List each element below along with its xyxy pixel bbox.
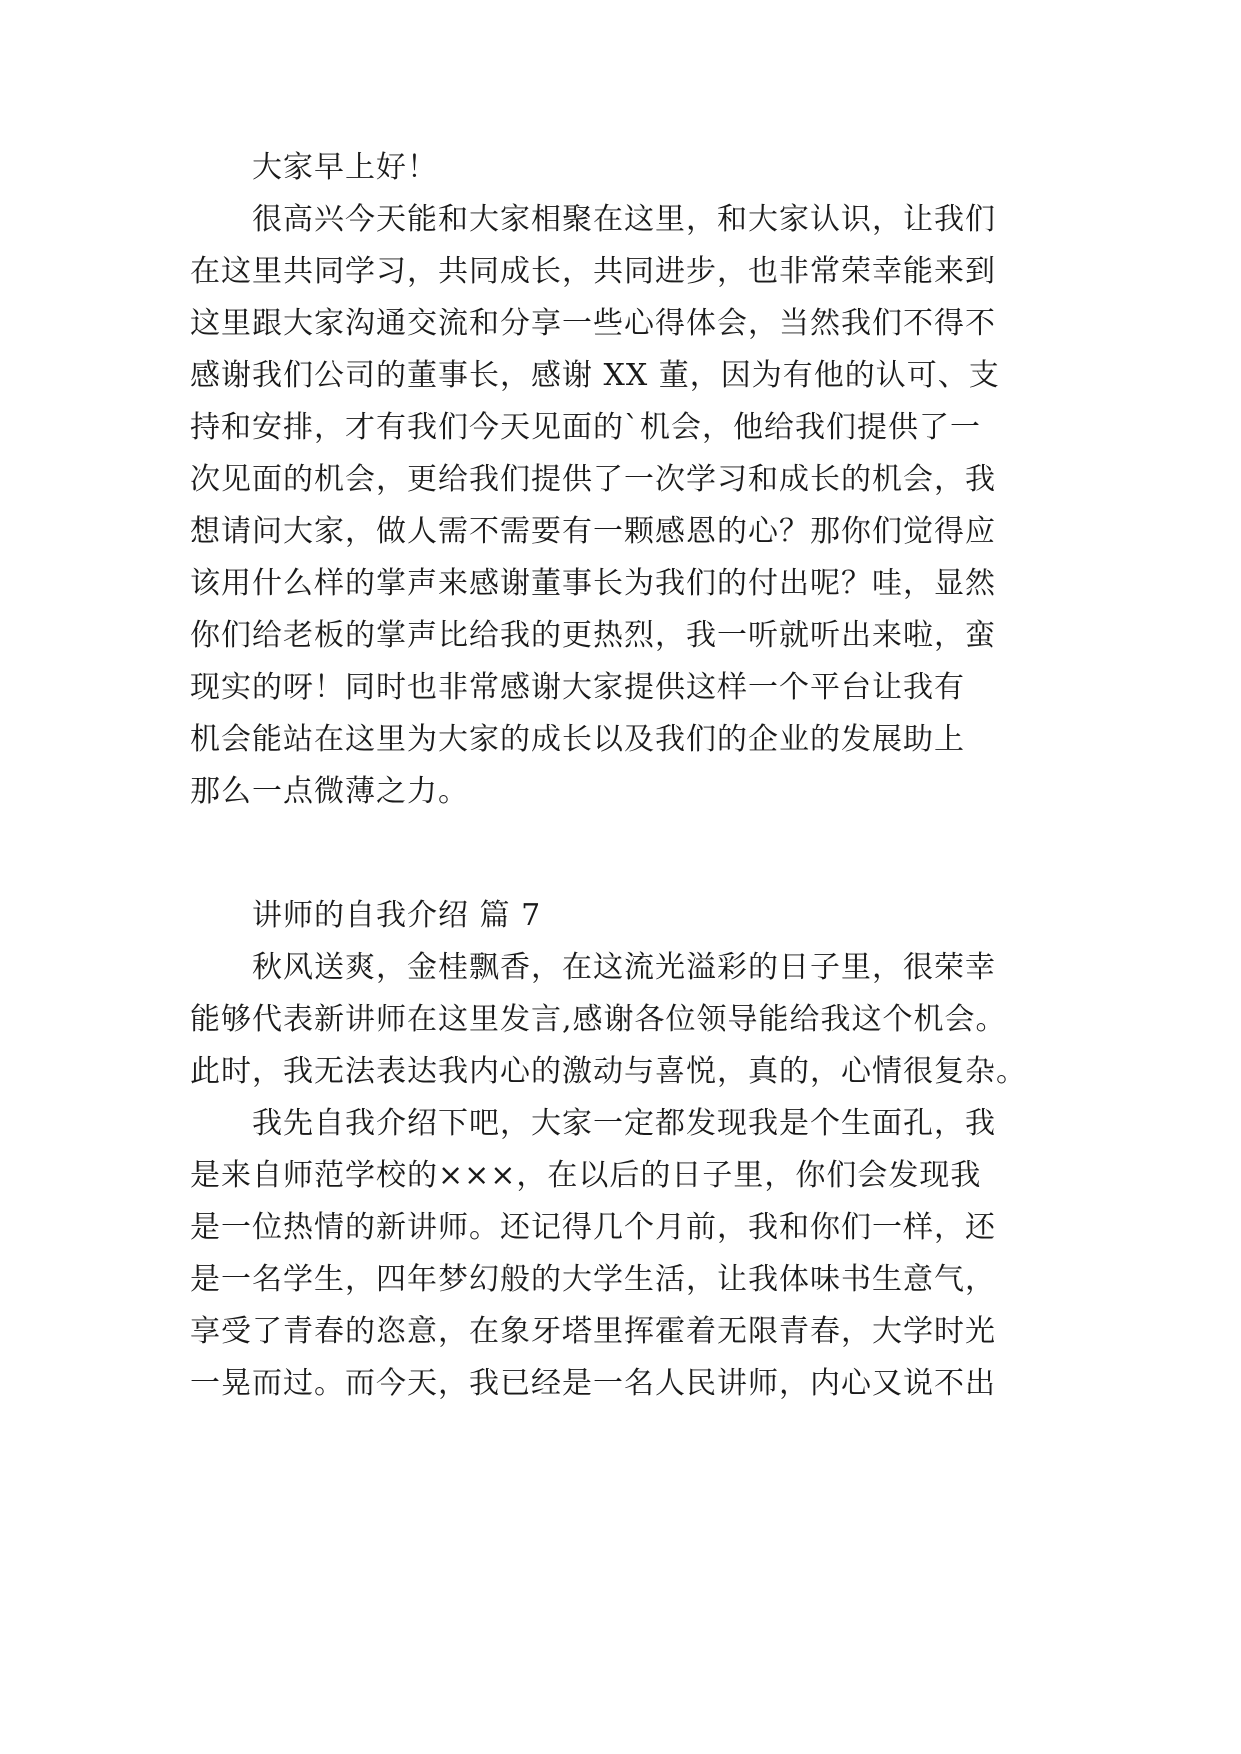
paragraph-line: 那么一点微薄之力。 — [190, 774, 469, 809]
paragraph-line: 机会能站在这里为大家的成长以及我们的企业的发展助上 — [190, 722, 965, 757]
paragraph-line: 秋风送爽，金桂飘香，在这流光溢彩的日子里，很荣幸 — [252, 950, 996, 985]
paragraph-line: 很高兴今天能和大家相聚在这里，和大家认识，让我们 — [252, 202, 996, 237]
paragraph-line: 我先自我介绍下吧，大家一定都发现我是个生面孔，我 — [252, 1106, 996, 1141]
greeting-line: 大家早上好！ — [252, 150, 438, 185]
paragraph-line: 是一名学生，四年梦幻般的大学生活，让我体味书生意气， — [190, 1262, 996, 1297]
paragraph-line: 你们给老板的掌声比给我的更热烈，我一听就听出来啦，蛮 — [190, 618, 996, 653]
paragraph-line: 这里跟大家沟通交流和分享一些心得体会，当然我们不得不 — [190, 306, 996, 341]
paragraph-line: 在这里共同学习，共同成长，共同进步，也非常荣幸能来到 — [190, 254, 996, 289]
paragraph-line: 持和安排，才有我们今天见面的`机会，他给我们提供了一 — [190, 410, 981, 445]
paragraph-line: 该用什么样的掌声来感谢董事长为我们的付出呢？哇，显然 — [190, 566, 996, 601]
paragraph-line: 能够代表新讲师在这里发言,感谢各位领导能给我这个机会。 — [190, 1002, 1007, 1037]
section-heading: 讲师的自我介绍 篇 7 — [252, 898, 542, 933]
paragraph-line: 此时，我无法表达我内心的激动与喜悦，真的，心情很复杂。 — [190, 1054, 1027, 1089]
paragraph-line: 是一位热情的新讲师。还记得几个月前，我和你们一样，还 — [190, 1210, 996, 1245]
paragraph-line: 是来自师范学校的×××，在以后的日子里，你们会发现我 — [190, 1158, 982, 1193]
paragraph-line: 想请问大家，做人需不需要有一颗感恩的心？那你们觉得应 — [190, 514, 996, 549]
paragraph-line: 现实的呀！同时也非常感谢大家提供这样一个平台让我有 — [190, 670, 965, 705]
paragraph-line: 感谢我们公司的董事长，感谢 XX 董，因为有他的认可、支 — [190, 358, 1000, 393]
paragraph-line: 次见面的机会，更给我们提供了一次学习和成长的机会，我 — [190, 462, 996, 497]
paragraph-line: 享受了青春的恣意，在象牙塔里挥霍着无限青春，大学时光 — [190, 1314, 996, 1349]
paragraph-line: 一晃而过。而今天，我已经是一名人民讲师，内心又说不出 — [190, 1366, 996, 1401]
